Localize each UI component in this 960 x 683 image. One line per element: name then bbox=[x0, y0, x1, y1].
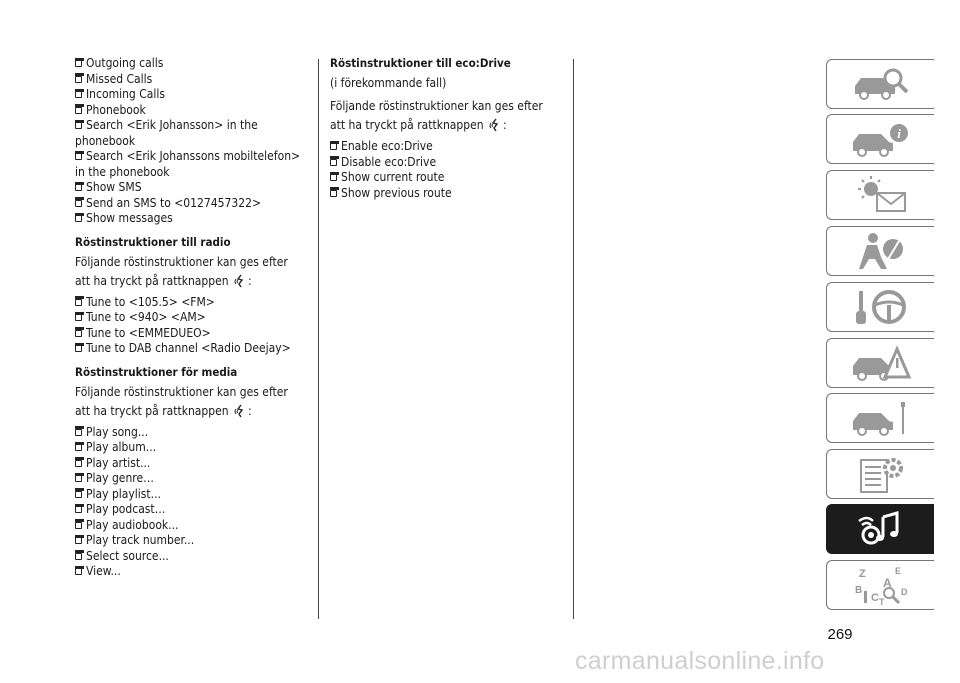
list-item: Play artist... bbox=[75, 456, 311, 472]
tab-letter: T bbox=[878, 597, 884, 605]
bullet-icon bbox=[75, 91, 82, 98]
tab-car-info[interactable] bbox=[826, 114, 934, 164]
radio-heading: Röstinstruktioner till radio bbox=[75, 234, 231, 249]
list-item: Search <Erik Johansson> in the phonebook bbox=[75, 118, 258, 148]
car-wrench-icon bbox=[849, 398, 913, 438]
tab-letter: A bbox=[882, 576, 892, 590]
bullet-icon bbox=[75, 153, 82, 160]
car-search-icon bbox=[849, 64, 913, 104]
middle-column bbox=[330, 56, 566, 201]
tab-letter: C bbox=[870, 592, 879, 604]
media-intro: Följande röstinstruktioner kan ges efter att ha tryckt på rattknappen : bbox=[75, 384, 288, 418]
list-item: Disable eco:Drive bbox=[330, 155, 566, 171]
left-column bbox=[75, 56, 311, 580]
bullet-icon bbox=[75, 314, 82, 321]
list-item: Show messages bbox=[75, 211, 311, 227]
bullet-icon bbox=[75, 107, 82, 114]
svg-text:i: i bbox=[896, 126, 901, 141]
list-item: Select source... bbox=[75, 549, 311, 565]
watermark-text: carmanualsonline.info bbox=[575, 647, 825, 675]
radio-intro: Följande röstinstruktioner kan ges efter att ha tryckt på rattknappen : bbox=[75, 254, 288, 288]
tab-car-search[interactable] bbox=[826, 59, 934, 109]
list-item: Search <Erik Johanssons mobiltelefon> in the phonebook bbox=[75, 149, 301, 179]
bullet-icon bbox=[75, 429, 82, 436]
tab-safety[interactable] bbox=[826, 226, 934, 276]
list-item: Play album... bbox=[75, 440, 311, 456]
bullet-icon bbox=[75, 522, 82, 529]
list-item: Tune to DAB channel <Radio Deejay> bbox=[75, 341, 311, 357]
list-item: Show previous route bbox=[330, 186, 566, 202]
eco-note: (i förekommande fall) bbox=[330, 76, 447, 90]
list-item: Send an SMS to <0127457322> bbox=[75, 196, 311, 212]
list-item: Phonebook bbox=[75, 103, 311, 119]
column-divider bbox=[573, 59, 574, 619]
list-gear-icon bbox=[849, 454, 913, 494]
list-item: Outgoing calls bbox=[75, 56, 311, 72]
list-item: Tune to <940> <AM> bbox=[75, 310, 311, 326]
bullet-icon bbox=[75, 345, 82, 352]
tab-letter: Z bbox=[858, 568, 866, 580]
page-number: 269 bbox=[827, 626, 853, 643]
list-item: Play podcast… bbox=[75, 502, 311, 518]
list-item: View... bbox=[75, 564, 311, 580]
voice-button-icon bbox=[233, 274, 247, 288]
tab-letter: B bbox=[854, 585, 862, 596]
tab-emergency[interactable] bbox=[826, 338, 934, 388]
media-command-list bbox=[75, 425, 311, 580]
light-envelope-icon bbox=[849, 175, 913, 215]
list-item: Incoming Calls bbox=[75, 87, 311, 103]
bullet-icon bbox=[330, 143, 337, 150]
airbag-person-icon bbox=[849, 231, 913, 271]
bullet-icon bbox=[75, 475, 82, 482]
column-divider bbox=[318, 59, 319, 619]
bullet-icon bbox=[75, 491, 82, 498]
bullet-icon bbox=[75, 215, 82, 222]
phone-command-list bbox=[75, 56, 311, 227]
eco-heading: Röstinstruktioner till eco:Drive bbox=[330, 56, 511, 70]
list-item: Play track number... bbox=[75, 533, 311, 549]
voice-music-icon bbox=[849, 509, 913, 549]
tab-maintenance[interactable] bbox=[826, 393, 934, 443]
voice-button-icon bbox=[488, 118, 502, 132]
alphabet-search-icon bbox=[849, 565, 913, 605]
bullet-icon bbox=[75, 122, 82, 129]
tab-index[interactable] bbox=[826, 560, 934, 610]
bullet-icon bbox=[75, 299, 82, 306]
tab-starting-driving[interactable] bbox=[826, 282, 934, 332]
eco-command-list bbox=[330, 139, 566, 201]
radio-command-list bbox=[75, 295, 311, 357]
list-item: Tune to <105.5> <FM> bbox=[75, 295, 311, 311]
bullet-icon bbox=[75, 553, 82, 560]
tab-letter: E bbox=[894, 566, 901, 576]
list-item: Play genre… bbox=[75, 471, 311, 487]
bullet-icon bbox=[75, 444, 82, 451]
bullet-icon bbox=[75, 200, 82, 207]
car-info-icon bbox=[849, 119, 913, 159]
bullet-icon bbox=[75, 568, 82, 575]
bullet-icon bbox=[75, 330, 82, 337]
list-item: Enable eco:Drive bbox=[330, 139, 566, 155]
list-item: Play audiobook... bbox=[75, 518, 311, 534]
tab-technical-data[interactable] bbox=[826, 449, 934, 499]
bullet-icon bbox=[330, 174, 337, 181]
list-item: Show SMS bbox=[75, 180, 311, 196]
bullet-icon bbox=[75, 76, 82, 83]
bullet-icon bbox=[75, 60, 82, 67]
list-item: Play song... bbox=[75, 425, 311, 441]
list-item: Show current route bbox=[330, 170, 566, 186]
list-item: Play playlist... bbox=[75, 487, 311, 503]
bullet-icon bbox=[330, 190, 337, 197]
tab-letter: D bbox=[900, 587, 907, 597]
list-item: Tune to <EMMEDUEO> bbox=[75, 326, 311, 342]
voice-button-icon bbox=[233, 404, 247, 418]
bullet-icon bbox=[75, 506, 82, 513]
eco-intro: Följande röstinstruktioner kan ges efter att ha tryckt på rattknappen : bbox=[330, 99, 543, 132]
bullet-icon bbox=[330, 159, 337, 166]
list-item: Missed Calls bbox=[75, 72, 311, 88]
tab-multimedia[interactable] bbox=[826, 504, 934, 554]
key-steering-wheel-icon bbox=[849, 287, 913, 327]
bullet-icon bbox=[75, 460, 82, 467]
bullet-icon bbox=[75, 537, 82, 544]
bullet-icon bbox=[75, 184, 82, 191]
car-warning-icon bbox=[849, 343, 913, 383]
media-heading: Röstinstruktioner för media bbox=[75, 364, 238, 379]
tab-lights-messages[interactable] bbox=[826, 170, 934, 220]
